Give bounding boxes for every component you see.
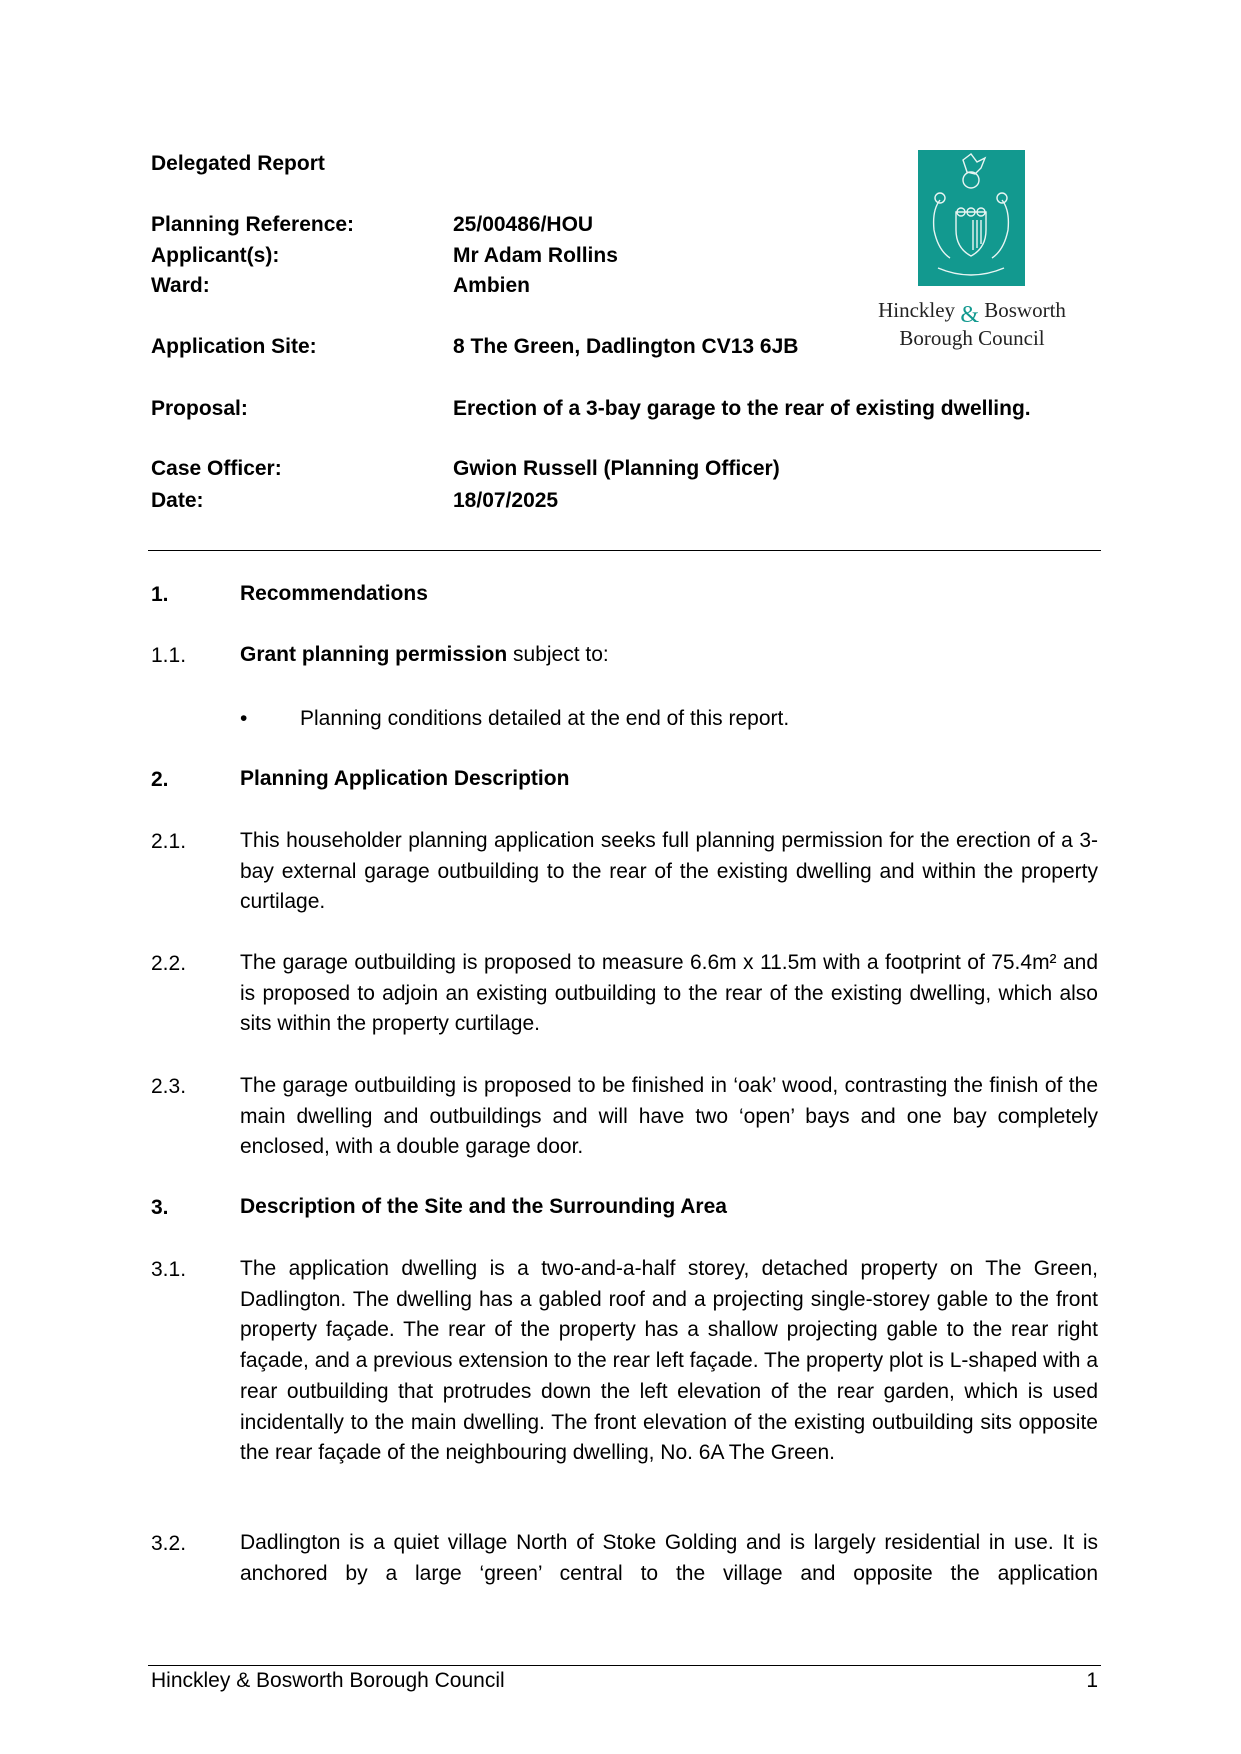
paragraph-number: 3.2.: [151, 1532, 187, 1555]
report-title: Delegated Report: [151, 152, 325, 175]
paragraph-number: 2.3.: [151, 1075, 187, 1098]
field-label: Ward:: [151, 274, 210, 297]
field-label: Planning Reference:: [151, 213, 355, 236]
paragraph: This householder planning application seeks full planning permission for the erection of a 3-bay external garage outbuilding to the rear of the existing dwelling and within the property curtilage.: [240, 829, 1098, 914]
paragraph: The application dwelling is a two-and-a-half storey, detached property on The Green, Dadlington. The dwelling has a gabled roof and a projecting single-storey gable to the front property façade. The rear of the property has a shallow projecting gable to the rear right façade, and a previous extension to the rear left façade. The property plot is L-shaped with a rear outbuilding that protrudes down the left elevation of the rear garden, which is used incidentally to the main dwelling. The front elevation of the existing outbuilding sits opposite the rear façade of the neighbouring dwelling, No. 6A The Green.: [240, 1257, 1098, 1465]
footer-divider: [148, 1665, 1101, 1666]
paragraph: Dadlington is a quiet village North of Stoke Golding and is largely residential in use. It is anchored by a large ‘green’ central to the village and opposite the application: [240, 1531, 1098, 1585]
application-site: 8 The Green, Dadlington CV13 6JB: [453, 335, 799, 358]
logo-ampersand: &: [960, 302, 979, 328]
page-number: 1: [1086, 1669, 1098, 1692]
paragraph: [240, 640, 1098, 671]
field-label: Date:: [151, 489, 204, 512]
paragraph-number: 2.2.: [151, 952, 187, 975]
section-number: 1.: [151, 583, 169, 606]
planning-reference: 25/00486/HOU: [453, 213, 594, 236]
section-heading: Planning Application Description: [240, 767, 570, 790]
case-officer: Gwion Russell (Planning Officer): [453, 457, 780, 480]
bullet-icon: •: [240, 707, 248, 730]
applicant: Mr Adam Rollins: [453, 244, 618, 267]
paragraph-number: 3.1.: [151, 1258, 187, 1281]
footer-organisation: Hinckley & Bosworth Borough Council: [151, 1669, 505, 1692]
report-date: 18/07/2025: [453, 489, 559, 512]
field-label: Applicant(s):: [151, 244, 280, 267]
paragraph-text: subject to:: [507, 643, 609, 666]
logo-word: Bosworth: [984, 298, 1066, 322]
paragraph: The garage outbuilding is proposed to be finished in ‘oak’ wood, contrasting the finish of the main dwelling and outbuildings and will have two ‘open’ bays and one bay completely enclosed, with a double garage door.: [240, 1074, 1098, 1159]
logo-word: Hinckley: [878, 298, 956, 322]
bullet-item: Planning conditions detailed at the end of this report.: [300, 707, 790, 730]
logo-word: Borough Council: [899, 326, 1045, 350]
recommendation: Grant planning permission: [240, 643, 508, 666]
field-label: Application Site:: [151, 335, 317, 358]
paragraph-number: 2.1.: [151, 830, 187, 853]
council-crest-logo: [918, 150, 1025, 286]
section-number: 2.: [151, 768, 169, 791]
council-logo-text: [842, 296, 1102, 352]
section-heading: Recommendations: [240, 582, 428, 605]
paragraph-number: 1.1.: [151, 644, 187, 667]
proposal: Erection of a 3-bay garage to the rear of existing dwelling.: [453, 397, 1031, 420]
coat-of-arms-icon: [918, 150, 1025, 286]
paragraph: The garage outbuilding is proposed to measure 6.6m x 11.5m with a footprint of 75.4m² and is proposed to adjoin an existing outbuilding to the rear of the existing dwelling, which also sits within the property curtilage.: [240, 951, 1098, 1036]
section-heading: Description of the Site and the Surrounding Area: [240, 1195, 727, 1218]
field-label: Case Officer:: [151, 457, 282, 480]
ward: Ambien: [453, 274, 531, 297]
field-label: Proposal:: [151, 397, 248, 420]
header-divider: [148, 550, 1101, 551]
section-number: 3.: [151, 1196, 169, 1219]
